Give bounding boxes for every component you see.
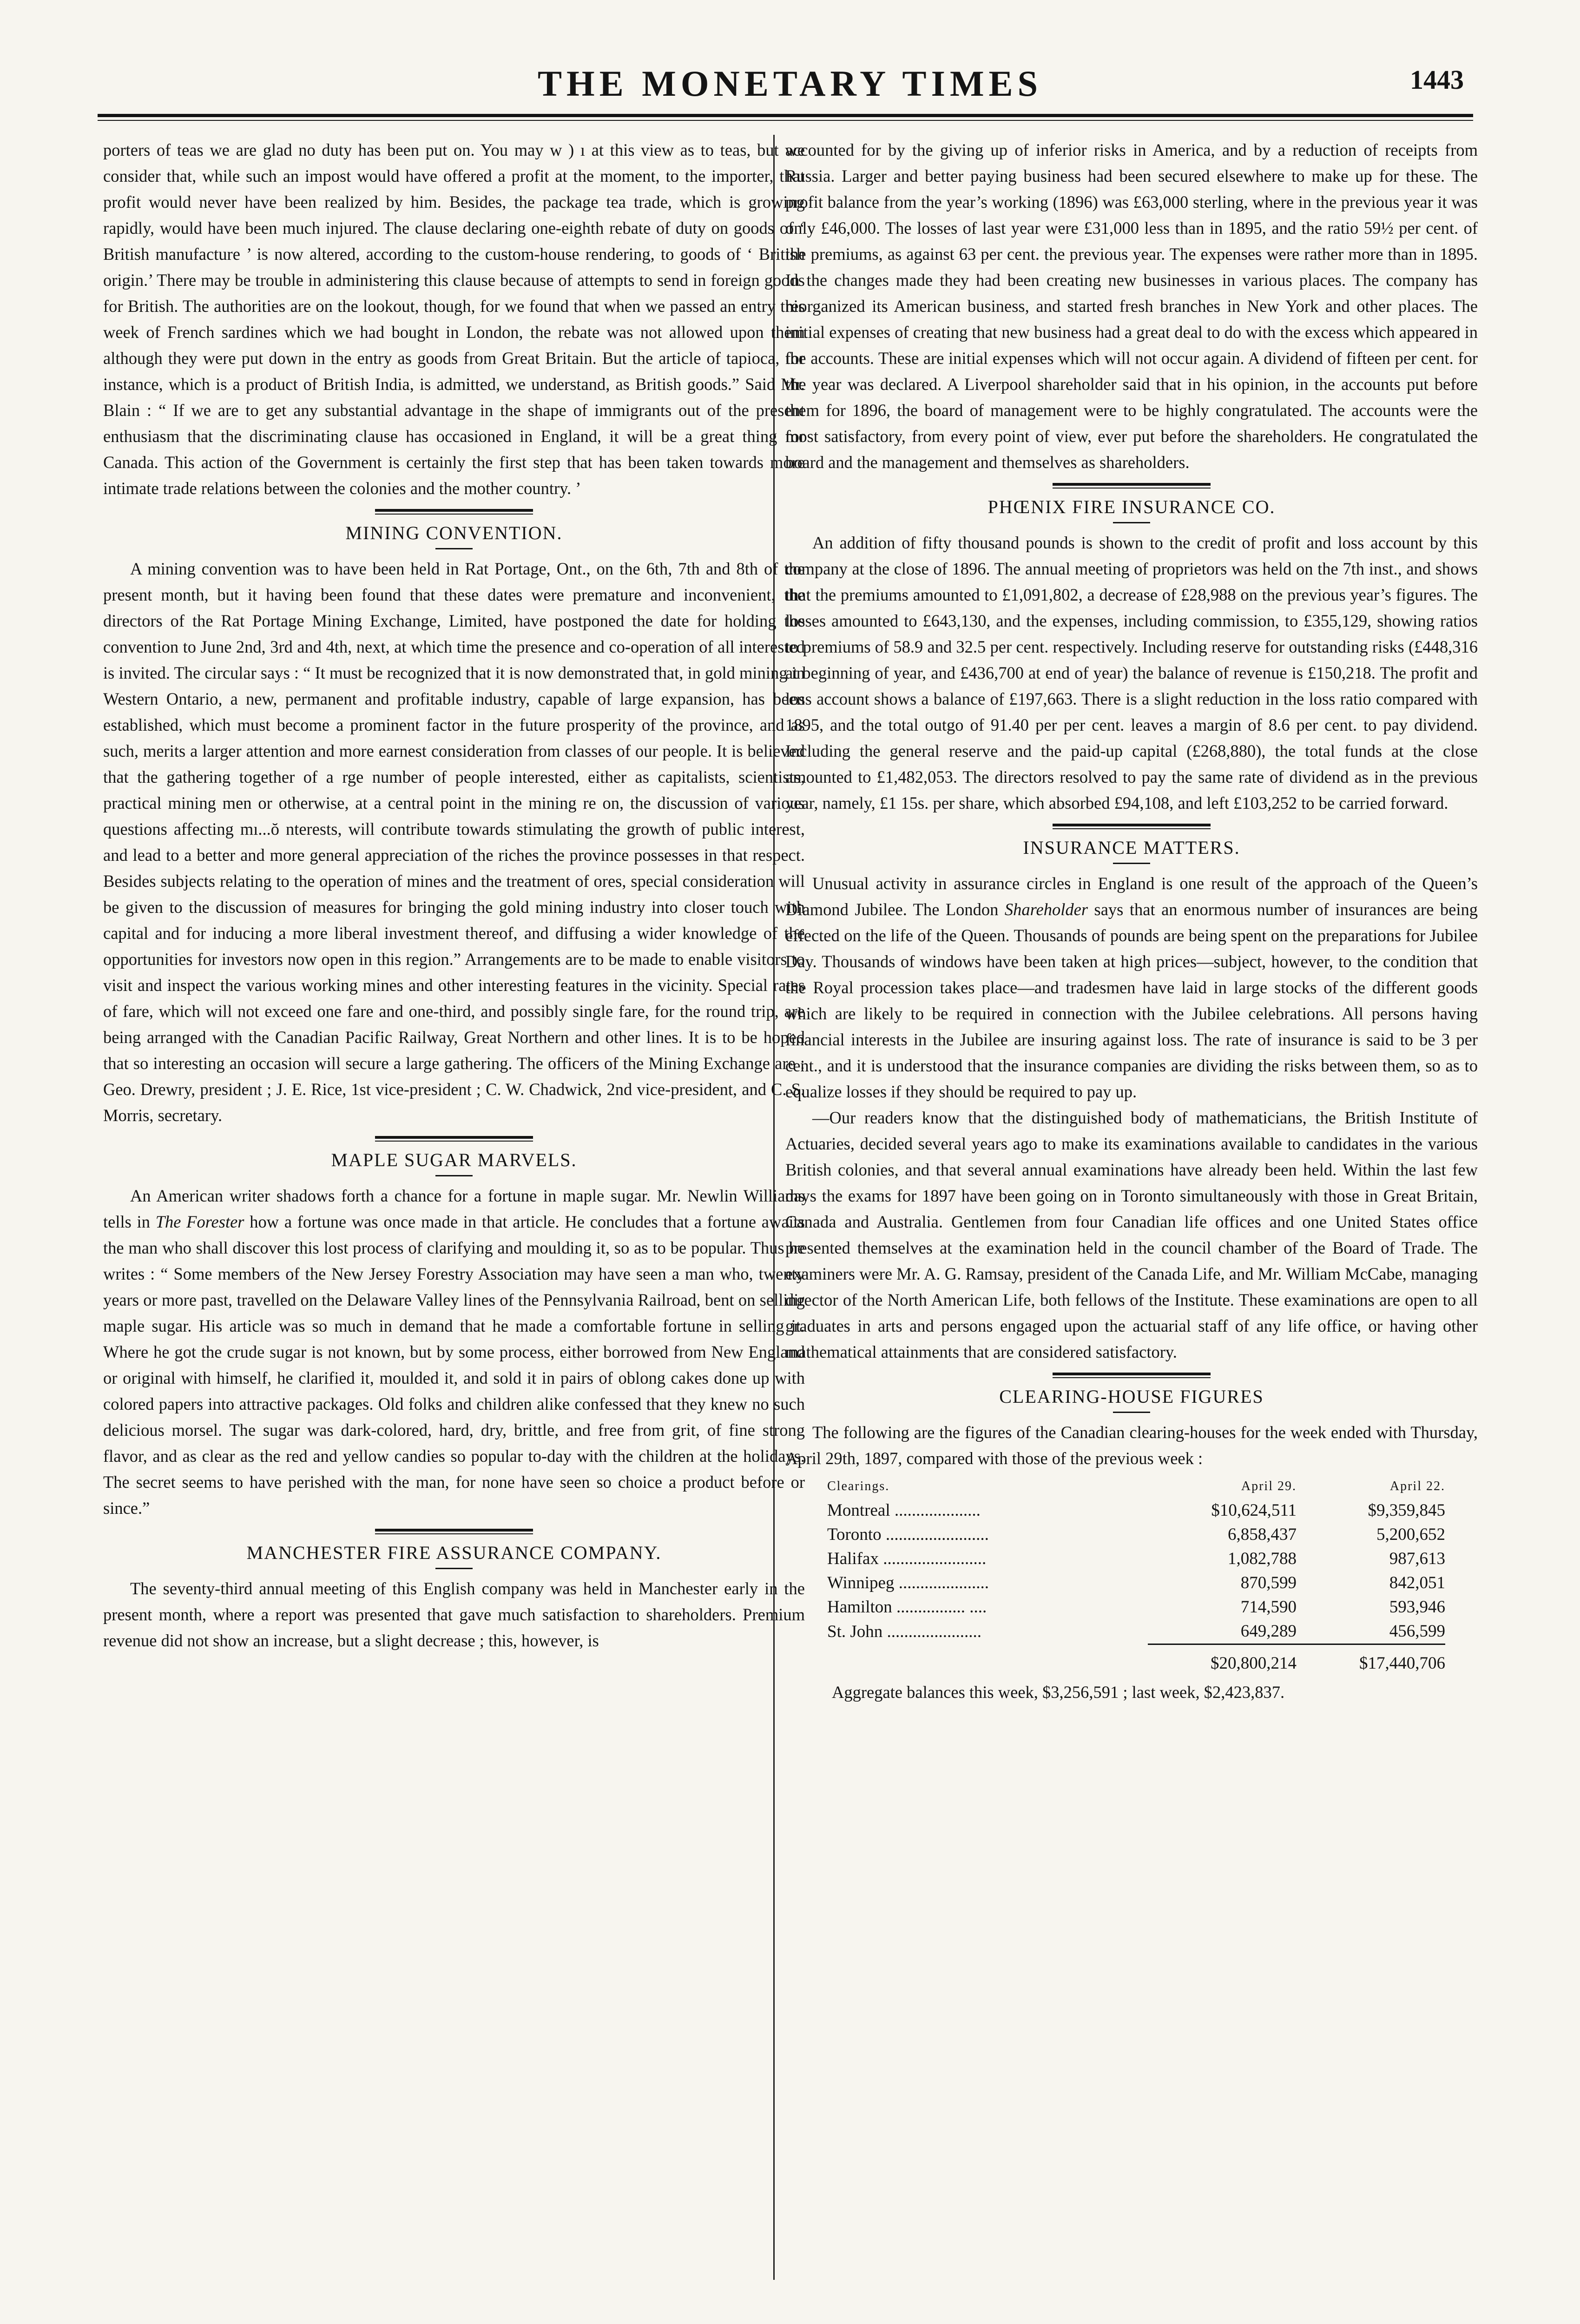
leader-dots: ...................... [882, 1622, 982, 1641]
mining-convention-heading: MINING CONVENTION. [345, 522, 563, 543]
section-separator [1053, 1373, 1211, 1378]
insurance-body-1 [785, 871, 1478, 1105]
clearing-table [827, 1474, 1445, 1676]
aggregate-balances: Aggregate balances this week, $3,256,591 ; last week, $2,423,837. [832, 1683, 1285, 1702]
insurance-text-2: says that an enormous number of insurances are being effected on the life of the Queen. Thousands of pounds are being spent on the preparations for Jubilee Day. Thousands of windows have been taken at high prices—subject, however, to the condition that the Royal procession takes place—and tradesmen have laid in large stocks of the different goods which are likely to be required in connection with the Jubilee celebrations. All persons having financial interests in the Jubilee are insuring against loss. The rate of insurance is said to be 3 per cent., and it is understood that the insurance companies are dividing the risks between them, so as to equalize losses if they should be required to pay up. [785, 900, 1478, 1101]
leader-dots: ........................ [878, 1549, 987, 1568]
table-row [827, 1571, 1445, 1595]
total-april-22: $17,440,706 [1359, 1654, 1445, 1673]
page-number: 1443 [1410, 65, 1464, 95]
col-april-22: April 22. [1389, 1479, 1445, 1493]
section-separator [1053, 483, 1211, 489]
insurance-text-1: Unusual activity in assurance circles in England is one result of the approach of the Queen’s Diamond Jubilee. The London [785, 874, 1478, 919]
table-row [827, 1499, 1445, 1523]
value-april-29: 714,590 [1240, 1598, 1297, 1617]
insurance-body-2: —Our readers know that the distinguished body of mathematicians, the British Institute of Actuaries, decided several years ago to make its examinations available to candidates in the various British colonies, and that several annual examinations have already been held. Within the last few days the exams for 1897 have been going on in Toronto simultaneously with those in Great Britain, Canada and Australia. Gentlemen from four Canadian life offices and one United States office presented themselves at the examination held in the council chamber of the Board of Trade. The examiners were Mr. A. G. Ramsay, president of the Canada Life, and Mr. William McCabe, managing director of the North American Life, both fellows of the Institute. These examinations are open to all graduates in arts and persons engaged upon the actuarial staff of any life office, or having other mathematical attainments that are considered satisfactory. [785, 1108, 1478, 1361]
heading-rule [435, 548, 473, 549]
right-column [785, 137, 1478, 2284]
clearing-house-intro: The following are the figures of the Canadian clearing-houses for the week ended with Thursday, April 29th, 1897, compared with those of the previous week : [785, 1423, 1478, 1468]
manchester-heading: MANCHESTER FIRE ASSURANCE COMPANY. [246, 1542, 662, 1563]
leader-dots: .................... [890, 1501, 981, 1520]
total-rule-row [827, 1644, 1445, 1652]
value-april-29: 6,858,437 [1228, 1525, 1297, 1544]
city-name: Winnipeg [827, 1573, 895, 1592]
phoenix-heading: PHŒNIX FIRE INSURANCE CO. [988, 496, 1276, 517]
maple-text-1: An American writer shadows forth a chance for a fortune in maple sugar. Mr. Newlin Williams tells in [103, 1186, 805, 1231]
header-rule [98, 114, 1473, 117]
maple-text-2: how a fortune was once made in that article. He concludes that a fortune awaits the man who shall discover this lost process of clarifying and moulding it, so as to be popular. Thus he writes : “ Some members of the New Jersey Forestry Association may have seen a man who, twenty years or more past, travelled on the Delaware Valley lines of the Pennsylvania Railroad, bent on selling maple sugar. His article was so much in demand that he made a comfortable fortune in selling it. Where he got the crude sugar is not known, but by some process, either borrowed from New England or original with himself, he clarified it, moulded it, and sold it in pairs of oblong cakes done up with colored papers into attractive packages. Old folks and children alike confessed that they knew no such delicious morsel. The sugar was dark-colored, hard, dry, brittle, and free from grit, of fine strong flavor, and as clear as the red and yellow candies so popular to-day with the children at the holidays. The secret seems to have perished with the man, for none have seen so choice a product before or since.” [103, 1212, 805, 1518]
value-april-22: 593,946 [1389, 1598, 1445, 1617]
heading-rule [1113, 1412, 1150, 1413]
shareholder-title: Shareholder [1004, 900, 1088, 919]
clearings-label: Clearings. [827, 1479, 890, 1493]
mining-convention-body: A mining convention was to have been held in Rat Portage, Ont., on the 6th, 7th and 8th of the present month, but it having been found that these dates were premature and inconvenient, the directors of the Rat Portage Mining Exchange, Limited, have postponed the date for holding the convention to June 2nd, 3rd and 4th, next, at which time the presence and co-operation of all interested is invited. The circular says : “ It must be recognized that it is now demonstrated that, in gold mining in Western Ontario, a new, permanent and profitable industry, capable of large expansion, has been established, which must become a prominent factor in the future prosperity of the province, and as such, merits a larger attention and more earnest consideration from classes of our people. It is believed that the gathering together of a rge number of people interested, either as capitalists, scientists, practical mining men or otherwise, at a central point in the mining re on, the discussion of various questions affecting mı...ŏ nterests, will contribute towards stimulating the growth of public interest, and lead to a better and more general appreciation of the riches the province possesses in that respect. Besides subjects relating to the operation of mines and the treatment of ores, special consideration will be given to the discussion of measures for bringing the gold mining industry into closer touch with capital and for inducing a more liberal investment thereof, and diffusing a wider knowledge of the opportunities for investors now open in this region.” Arrangements are to be made to enable visitors to visit and inspect the various working mines and other interesting features in the vicinity. Special rates of fare, which will not exceed one fare and one-third, and possibly single fare, for the round trip, are being arranged with the Canadian Pacific Railway, Great Northern and other lines. It is to be hoped that so interesting an occasion will secure a large gathering. The officers of the Mining Exchange are : Geo. Drewry, president ; J. E. Rice, 1st vice-president ; C. W. Chadwick, 2nd vice-president, and C. S. Morris, secretary. [103, 559, 805, 1125]
value-april-22: 842,051 [1389, 1573, 1445, 1592]
clearing-header-row [827, 1474, 1445, 1499]
city-name: Montreal [827, 1501, 890, 1520]
value-april-29: $10,624,511 [1211, 1501, 1297, 1520]
maple-sugar-heading: MAPLE SUGAR MARVELS. [331, 1149, 577, 1170]
phoenix-body: An addition of fifty thousand pounds is shown to the credit of profit and loss account by this company at the close of 1896. The annual meeting of proprietors was held on the 7th inst., and shows that the premiums amounted to £1,091,802, a decrease of £28,988 on the previous year’s figures. The losses amounted to £643,130, and the expenses, including commission, to £355,129, showing ratios to premiums of 58.9 and 32.5 per cent. respectively. Including reserve for outstanding risks (£448,316 at beginning of year, and £436,700 at end of year) the balance of revenue is £150,218. The profit and loss account shows a balance of £197,663. There is a slight reduction in the loss ratio compared with 1895, and the total outgo of 91.40 per per cent. leaves a margin of 8.6 per cent. to pay dividend. Including the general reserve and the paid-up capital (£268,880), the total funds at the close amounted to £1,482,053. The directors resolved to pay the same rate of dividend as in the previous year, namely, £1 15s. per share, which absorbed £94,108, and left £103,252 to be carried forward. [785, 533, 1478, 812]
clearing-house-heading: CLEARING-HOUSE FIGURES [999, 1386, 1264, 1407]
section-separator [375, 1136, 533, 1142]
heading-rule [435, 1568, 473, 1569]
section-separator [375, 509, 533, 515]
col-april-29: April 29. [1241, 1479, 1297, 1493]
heading-rule [1113, 863, 1150, 864]
table-row [827, 1547, 1445, 1571]
maple-sugar-body [103, 1183, 805, 1521]
insurance-matters-heading: INSURANCE MATTERS. [1023, 837, 1240, 858]
city-name: Hamilton [827, 1598, 892, 1617]
section-separator [1053, 824, 1211, 829]
table-row [827, 1619, 1445, 1644]
heading-rule [435, 1175, 473, 1176]
city-name: Halifax [827, 1549, 879, 1568]
tea-duty-paragraph: porters of teas we are glad no duty has been put on. You may w ) ı at this view as to teas, but we consider that, while such an impost would have offered a profit at the moment, to the importer, that profit would never have been realized by him. Besides, the package tea trade, which is growing rapidly, would have been much injured. The clause declaring one-eighth rebate of duty on goods of ‘ British manufacture ’ is now altered, according to the custom-house rendering, to goods of ‘ British origin.’ There may be trouble in administering this clause because of attempts to send in foreign goods for British. The authorities are on the lookout, though, for we found that when we passed an entry this week of French sardines which we had bought in London, the rebate was not allowed upon them although they were put down in the entry as goods from Great Britain. But the article of tapioca, for instance, which is a product of British India, is admitted, we understand, as British goods.” Said Mr. Blain : “ If we are to get any substantial advantage in the shape of immigrants out of the present enthusiasm that the discriminating clause has occasioned in England, it will be a great thing for Canada. This action of the Government is certainly the first step that has been taken towards more intimate trade relations between the colonies and the mother country. ’ [103, 140, 805, 498]
value-april-22: 456,599 [1389, 1622, 1445, 1641]
forester-title: The Forester [155, 1212, 244, 1231]
value-april-29: 870,599 [1240, 1573, 1297, 1592]
city-name: Toronto [827, 1525, 882, 1544]
table-row [827, 1523, 1445, 1547]
manchester-continued: accounted for by the giving up of inferior risks in America, and by a reduction of receipts from Russia. Larger and better paying business had been secured elsewhere to make up for these. The profit balance from the year’s working (1896) was £63,000 sterling, where in the previous year it was only £46,000. The losses of last year were £31,000 less than in 1895, and the ratio 59½ per cent. of the premiums, as against 63 per cent. the previous year. The expenses were rather more than in 1895. In the changes made they had been creating new businesses in various places. The company has reorganized its American business, and started fresh branches in New York and other places. The initial expenses of creating that new business had a great deal to do with the excess which appeared in the accounts. These are initial expenses which will not occur again. A dividend of fifteen per cent. for the year was declared. A Liverpool shareholder said that in his opinion, in the accounts put before them for 1896, the board of management were to be highly congratulated. The accounts were the most satisfactory, from every point of view, ever put before the shareholders. He congratulated the board and the management and themselves as shareholders. [785, 140, 1478, 472]
manchester-body: The seventy-third annual meeting of this English company was held in Manchester early in the present month, where a report was presented that gave much satisfaction to shareholders. Premium revenue did not show an increase, but a slight decrease ; this, however, is [103, 1579, 805, 1650]
city-name: St. John [827, 1622, 883, 1641]
total-april-29: $20,800,214 [1211, 1654, 1297, 1673]
heading-rule [1113, 522, 1150, 523]
value-april-29: 649,289 [1240, 1622, 1297, 1641]
leader-dots: ..................... [894, 1573, 989, 1592]
value-april-22: 5,200,652 [1376, 1525, 1445, 1544]
table-row [827, 1595, 1445, 1619]
value-april-29: 1,082,788 [1228, 1549, 1297, 1568]
publication-title: THE MONETARY TIMES [538, 63, 1042, 104]
header-rule-thin [98, 120, 1473, 121]
page-header [0, 0, 1580, 121]
value-april-22: 987,613 [1389, 1549, 1445, 1568]
value-april-22: $9,359,845 [1368, 1501, 1445, 1520]
leader-dots: ................ .... [892, 1598, 987, 1617]
section-separator [375, 1529, 533, 1534]
leader-dots: ........................ [881, 1525, 989, 1544]
totals-row [827, 1651, 1445, 1676]
left-column [103, 137, 805, 2284]
